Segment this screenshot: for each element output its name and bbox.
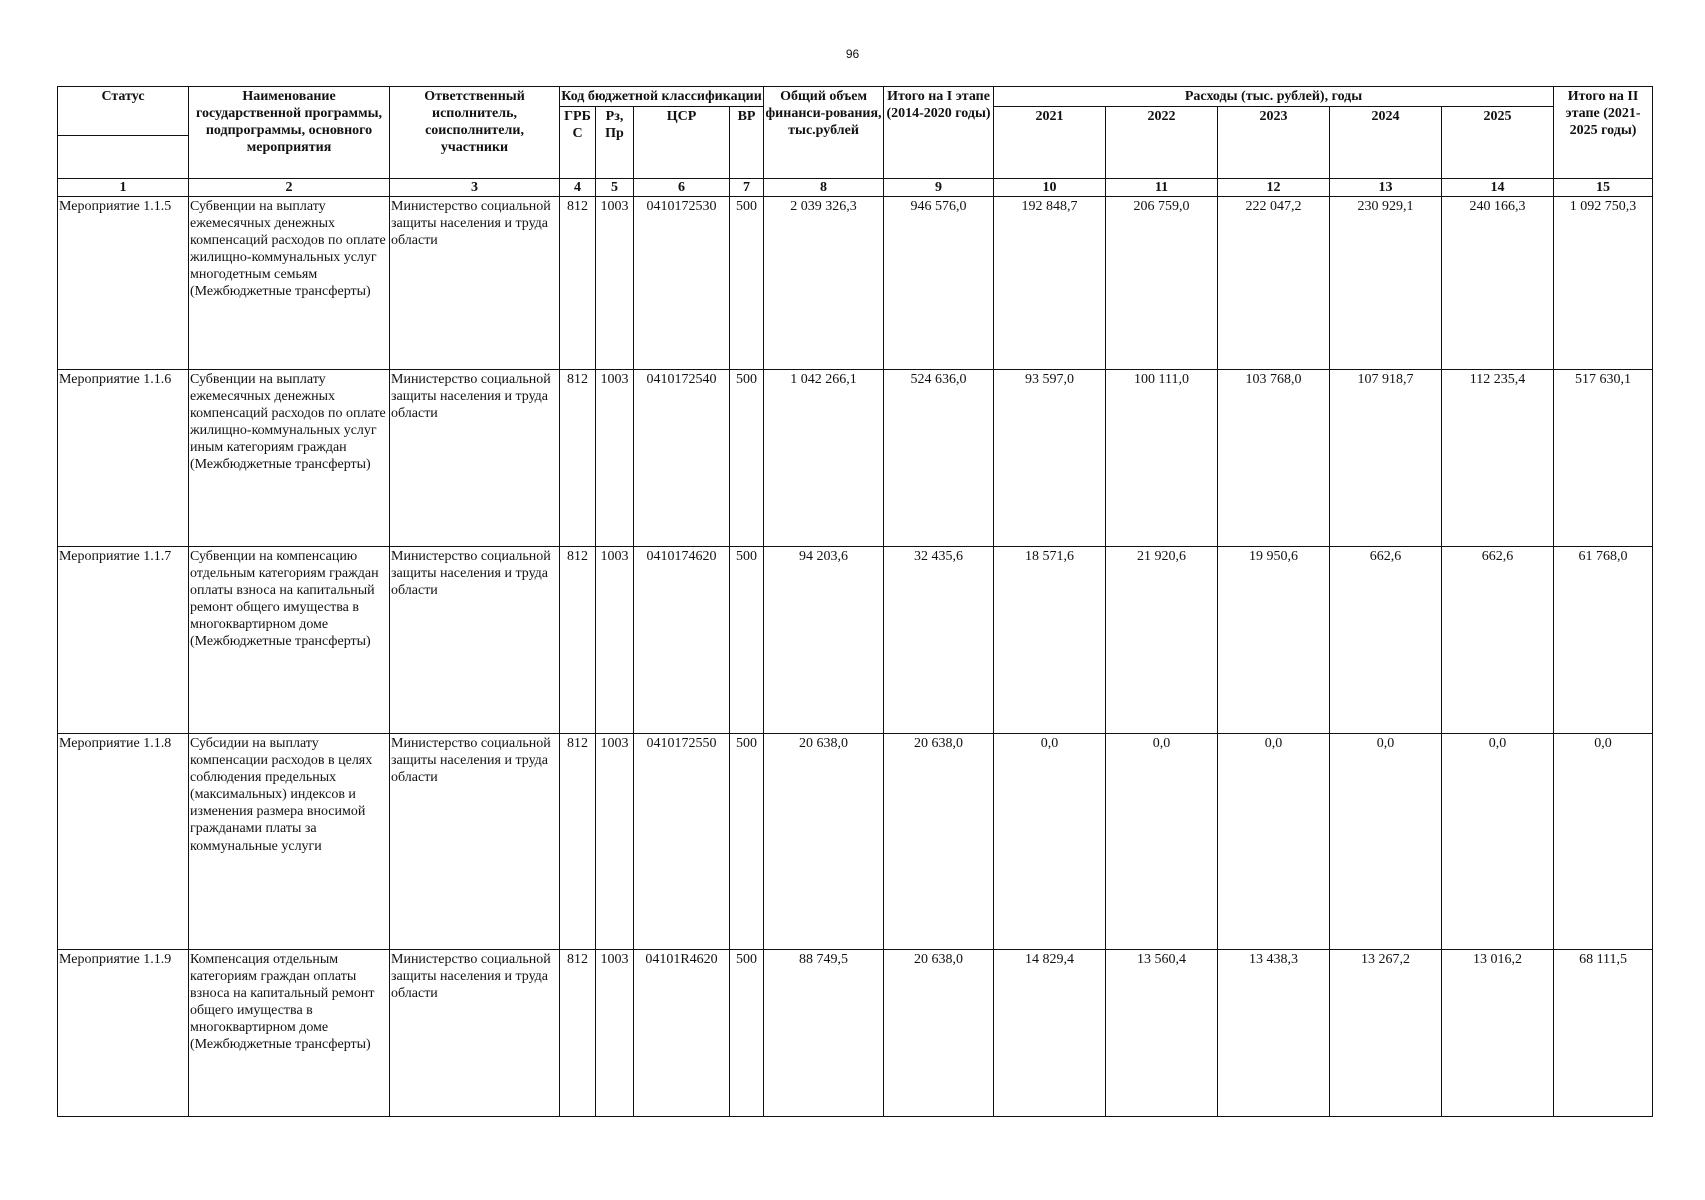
row-2024: 107 918,7 (1330, 370, 1442, 547)
row-grbs: 812 (560, 950, 596, 1117)
row-total: 20 638,0 (764, 734, 884, 950)
header-rzpr: Рз, Пр (596, 107, 634, 179)
row-executor: Министерство социальной защиты населения и труда области (390, 734, 560, 950)
table-body (58, 197, 1653, 1117)
header-vr: ВР (730, 107, 764, 179)
row-status: Мероприятие 1.1.5 (58, 197, 189, 370)
row-2025: 662,6 (1442, 547, 1554, 734)
row-rzpr: 1003 (596, 547, 634, 734)
row-stage2: 1 092 750,3 (1554, 197, 1653, 370)
row-stage2: 517 630,1 (1554, 370, 1653, 547)
header-grbs: ГРБ С (560, 107, 596, 179)
header-expenses: Расходы (тыс. рублей), годы (994, 87, 1554, 107)
header-status-spacer (58, 136, 189, 179)
row-grbs: 812 (560, 547, 596, 734)
table-row (58, 370, 1653, 547)
row-status: Мероприятие 1.1.8 (58, 734, 189, 950)
row-name: Субвенции на компенсацию отдельным категориям граждан оплаты взноса на капитальный ремонт общего имущества в многоквартирном доме (Межбюджетные трансферты) (189, 547, 390, 734)
column-number: 14 (1442, 179, 1554, 197)
column-number: 11 (1106, 179, 1218, 197)
row-stage2: 61 768,0 (1554, 547, 1653, 734)
column-number: 9 (884, 179, 994, 197)
row-vr: 500 (730, 734, 764, 950)
row-2022: 206 759,0 (1106, 197, 1218, 370)
row-2022: 13 560,4 (1106, 950, 1218, 1117)
row-total: 94 203,6 (764, 547, 884, 734)
row-2022: 0,0 (1106, 734, 1218, 950)
column-number: 12 (1218, 179, 1330, 197)
column-number: 15 (1554, 179, 1653, 197)
row-csr: 0410172540 (634, 370, 730, 547)
row-2025: 13 016,2 (1442, 950, 1554, 1117)
row-csr: 0410174620 (634, 547, 730, 734)
header-year-2023: 2023 (1218, 107, 1330, 179)
row-status: Мероприятие 1.1.6 (58, 370, 189, 547)
row-grbs: 812 (560, 197, 596, 370)
page-number: 96 (845, 47, 860, 61)
row-vr: 500 (730, 950, 764, 1117)
table-header (58, 87, 1653, 197)
column-number: 6 (634, 179, 730, 197)
row-name: Субсидии на выплату компенсации расходов в целях соблюдения предельных (максимальных) индексов и изменения размера вносимой гражданами платы за коммунальные услуги (189, 734, 390, 950)
row-stage2: 68 111,5 (1554, 950, 1653, 1117)
row-executor: Министерство социальной защиты населения и труда области (390, 197, 560, 370)
row-2025: 240 166,3 (1442, 197, 1554, 370)
row-2024: 230 929,1 (1330, 197, 1442, 370)
table-row (58, 734, 1653, 950)
column-number: 1 (58, 179, 189, 197)
row-name: Субвенции на выплату ежемесячных денежных компенсаций расходов по оплате жилищно-коммунальных услуг многодетным семьям (Межбюджетные трансферты) (189, 197, 390, 370)
row-2023: 19 950,6 (1218, 547, 1330, 734)
row-stage2: 0,0 (1554, 734, 1653, 950)
header-year-2022: 2022 (1106, 107, 1218, 179)
row-total: 2 039 326,3 (764, 197, 884, 370)
row-stage1: 20 638,0 (884, 734, 994, 950)
header-status: Статус (58, 87, 189, 136)
column-number: 8 (764, 179, 884, 197)
row-2023: 13 438,3 (1218, 950, 1330, 1117)
row-stage1: 20 638,0 (884, 950, 994, 1117)
row-rzpr: 1003 (596, 950, 634, 1117)
table-row (58, 197, 1653, 370)
row-stage1: 524 636,0 (884, 370, 994, 547)
column-number: 3 (390, 179, 560, 197)
header-executor: Ответственный исполнитель, соисполнители, участники (390, 87, 560, 179)
table-row (58, 547, 1653, 734)
column-number: 10 (994, 179, 1106, 197)
header-csr: ЦСР (634, 107, 730, 179)
row-2021: 18 571,6 (994, 547, 1106, 734)
column-number: 4 (560, 179, 596, 197)
row-status: Мероприятие 1.1.7 (58, 547, 189, 734)
row-2023: 0,0 (1218, 734, 1330, 950)
row-2022: 100 111,0 (1106, 370, 1218, 547)
row-status: Мероприятие 1.1.9 (58, 950, 189, 1117)
row-rzpr: 1003 (596, 197, 634, 370)
row-executor: Министерство социальной защиты населения и труда области (390, 370, 560, 547)
row-grbs: 812 (560, 370, 596, 547)
row-vr: 500 (730, 197, 764, 370)
row-2025: 0,0 (1442, 734, 1554, 950)
row-2023: 103 768,0 (1218, 370, 1330, 547)
row-2024: 13 267,2 (1330, 950, 1442, 1117)
header-year-2025: 2025 (1442, 107, 1554, 179)
column-number: 7 (730, 179, 764, 197)
row-2021: 192 848,7 (994, 197, 1106, 370)
row-2023: 222 047,2 (1218, 197, 1330, 370)
row-vr: 500 (730, 370, 764, 547)
row-2021: 93 597,0 (994, 370, 1106, 547)
row-2021: 14 829,4 (994, 950, 1106, 1117)
table-row (58, 950, 1653, 1117)
row-csr: 0410172550 (634, 734, 730, 950)
row-total: 1 042 266,1 (764, 370, 884, 547)
row-grbs: 812 (560, 734, 596, 950)
row-name: Компенсация отдельным категориям граждан оплаты взноса на капитальный ремонт общего имущества в многоквартирном доме (Межбюджетные трансферты) (189, 950, 390, 1117)
row-2024: 662,6 (1330, 547, 1442, 734)
header-year-2024: 2024 (1330, 107, 1442, 179)
row-csr: 0410172530 (634, 197, 730, 370)
column-number: 5 (596, 179, 634, 197)
column-numbers-row (58, 179, 1653, 197)
row-2025: 112 235,4 (1442, 370, 1554, 547)
row-rzpr: 1003 (596, 734, 634, 950)
header-stage2: Итого на II этапе (2021-2025 годы) (1554, 87, 1653, 179)
row-rzpr: 1003 (596, 370, 634, 547)
row-2024: 0,0 (1330, 734, 1442, 950)
header-name: Наименование государственной программы, подпрограммы, основного мероприятия (189, 87, 390, 179)
row-stage1: 32 435,6 (884, 547, 994, 734)
row-executor: Министерство социальной защиты населения и труда области (390, 547, 560, 734)
header-total: Общий объем финанси-рования, тыс.рублей (764, 87, 884, 179)
row-stage1: 946 576,0 (884, 197, 994, 370)
row-2022: 21 920,6 (1106, 547, 1218, 734)
row-name: Субвенции на выплату ежемесячных денежных компенсаций расходов по оплате жилищно-коммунальных услуг иным категориям граждан (Межбюджетные трансферты) (189, 370, 390, 547)
header-year-2021: 2021 (994, 107, 1106, 179)
row-total: 88 749,5 (764, 950, 884, 1117)
row-csr: 04101R4620 (634, 950, 730, 1117)
column-number: 13 (1330, 179, 1442, 197)
column-number: 2 (189, 179, 390, 197)
header-stage1: Итого на I этапе (2014-2020 годы) (884, 87, 994, 179)
row-2021: 0,0 (994, 734, 1106, 950)
row-vr: 500 (730, 547, 764, 734)
header-budget-code: Код бюджетной классификации (560, 87, 764, 107)
budget-table (57, 86, 1653, 1117)
row-executor: Министерство социальной защиты населения и труда области (390, 950, 560, 1117)
